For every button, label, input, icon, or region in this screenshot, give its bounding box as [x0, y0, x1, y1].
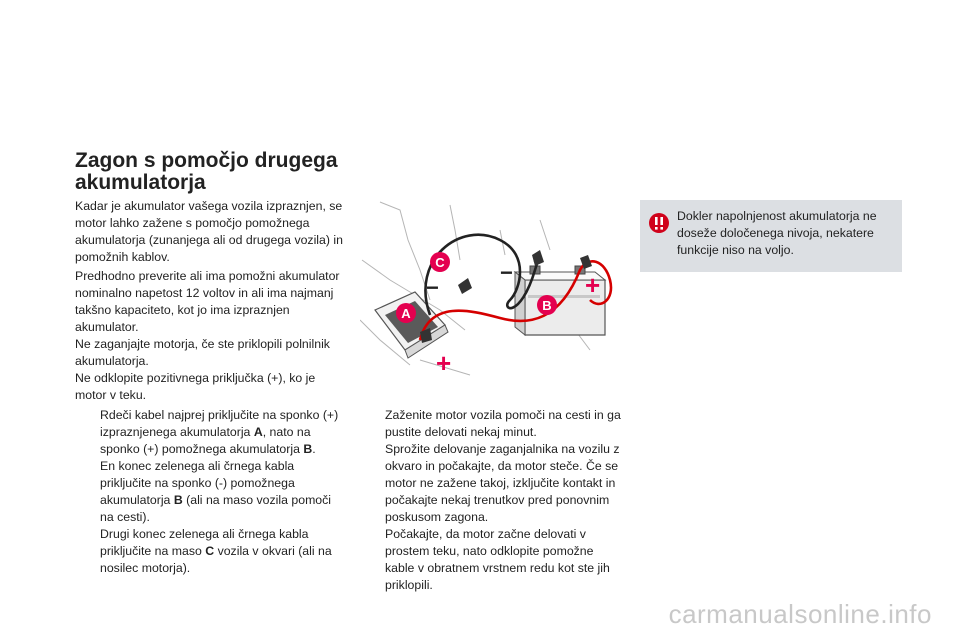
step-text: Zaženite motor vozila pomoči na cesti in ga pustite delovati nekaj minut.: [385, 408, 621, 439]
warning-exclamation-icon: [648, 212, 670, 234]
label-b-marker: [537, 295, 557, 315]
minus-sign-car: −: [426, 275, 439, 300]
watermark: carmanualsonline.info: [668, 599, 932, 629]
label-a-marker: [396, 303, 416, 323]
step-label-bold: B: [173, 493, 183, 507]
steps-left-list: [75, 407, 345, 577]
step-label-bold: C: [205, 544, 215, 558]
warning-text: Dokler napolnjenost akumulatorja ne doseže določenega nivoja, nekatere funkcije niso na voljo.: [677, 209, 877, 257]
jump-start-illustration: [360, 200, 620, 380]
step-text: En konec zelenega ali črnega kabla priključite na sponko (-) pomožnega akumulatorja: [100, 459, 295, 507]
step-text: Počakajte, da motor začne delovati v prostem teku, nato odklopite pomožne kable v obratnem vrstnem redu kot ste jih priklopili.: [385, 527, 610, 592]
plus-sign-car: +: [436, 348, 452, 378]
label-b: B: [542, 298, 552, 313]
step-text: (ali na maso vozila pomoči na cesti).: [100, 493, 332, 524]
step-item: [360, 526, 625, 594]
check-paragraph: [75, 268, 345, 404]
steps-right-list: [360, 407, 625, 594]
step-text: vozila v okvari (ali na nosilec motorja).: [100, 544, 332, 575]
check-line-2: Ne zaganjajte motorja, če ste priklopili polnilnik akumulatorja.: [75, 337, 330, 368]
step-text: , nato na sponko (+) pomožnega akumulatorja: [100, 425, 311, 456]
intro-paragraph: Kadar je akumulator vašega vozila izpraznjen, se motor lahko zažene s pomočjo pomožnega akumulatorja (zunanjega ali od drugega vozila) in pomožnih kablov.: [75, 199, 343, 264]
step-item: [360, 441, 625, 526]
step-text: Drugi konec zelenega ali črnega kabla priključite na maso: [100, 527, 309, 558]
step-label-bold: B: [303, 442, 313, 456]
label-a: A: [401, 306, 411, 321]
warning-box: [640, 200, 902, 272]
label-c-marker: [430, 252, 450, 272]
step-item: [75, 526, 345, 577]
plus-sign-aux: +: [585, 270, 601, 300]
check-line-3: Ne odklopite pozitivnega priključka (+), ko je motor v teku.: [75, 371, 316, 402]
step-text: Sprožite delovanje zaganjalnika na vozilu z okvaro in počakajte, da motor steče. Če se motor ne zažene takoj, izključite kontakt in počakajte nekaj trenutkov pred ponovnim poskusom zagona.: [385, 442, 620, 524]
step-label-bold: A: [253, 425, 263, 439]
step-item: [75, 458, 345, 526]
minus-sign-aux: −: [500, 260, 513, 285]
page-title: Zagon s pomočjo drugega akumulatorja: [75, 149, 338, 194]
step-item: [75, 407, 345, 458]
step-item: [360, 407, 625, 441]
step-text: Rdeči kabel najprej priključite na sponko (+) izpraznjenega akumulatorja: [100, 408, 339, 439]
check-line-1: Predhodno preverite ali ima pomožni akumulator nominalno napetost 12 voltov in ali ima najmanj takšno kapaciteto, kot jo ima izpraznjen akumulator.: [75, 269, 340, 334]
step-text: .: [312, 442, 316, 456]
label-c: C: [435, 255, 445, 270]
